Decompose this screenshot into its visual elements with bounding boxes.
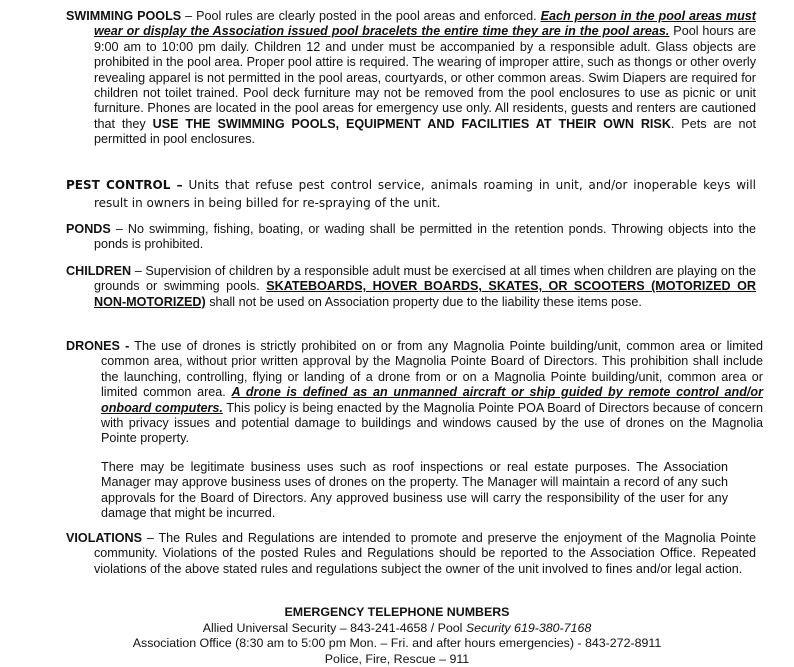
violations-heading: VIOLATIONS	[66, 531, 143, 545]
pest-body: Units that refuse pest control service, animals roaming in unit, and/or inoperable keys will result in owners in being billed for re-spraying of the unit.	[94, 178, 757, 210]
children-liability: shall not be used on Association property due to the liability these items pose.	[205, 294, 642, 309]
section-ponds	[66, 222, 756, 253]
section-children	[66, 264, 756, 310]
emergency-police-line: Police, Fire, Rescue – 911	[324, 651, 470, 666]
section-violations	[66, 531, 756, 577]
drones-definition: A drone is defined as an unmanned aircraft or ship guided by remote control and/or onboard computers.	[101, 385, 763, 415]
swimming-heading: SWIMMING POOLS	[66, 9, 182, 23]
pool-security-number: Security 619-380-7168	[465, 620, 592, 635]
drones-heading: DRONES -	[66, 339, 130, 353]
swimming-intro: – Pool rules are clearly posted in the pool areas and enforced.	[181, 9, 541, 23]
ponds-body: – No swimming, fishing, boating, or wading shall be permitted in the retention ponds. Throwing objects into the ponds is prohibited.	[94, 222, 756, 252]
pest-heading: PEST CONTROL –	[66, 178, 183, 192]
section-swimming-pools	[66, 9, 756, 148]
emergency-numbers	[0, 605, 794, 667]
section-pest-control	[66, 177, 756, 212]
security-number: Allied Universal Security – 843-241-4658 / Pool	[202, 620, 466, 635]
emergency-title: EMERGENCY TELEPHONE NUMBERS	[284, 605, 510, 619]
ponds-heading: PONDS	[66, 222, 111, 236]
children-body: – Supervision of children by a responsible adult must be exercised at all times when children are playing on the grounds or swimming pools.	[94, 264, 756, 294]
emergency-office-line: Association Office (8:30 am to 5:00 pm Mon. – Fri. and after hours emergencies) - 843-272-8911	[132, 636, 662, 651]
drones-body: The use of drones is strictly prohibited on or from any Magnolia Pointe building/unit, common area or limited common area, without prior written approval by the Magnolia Pointe Board of Directors. This prohibition shall include the launching, controlling, flying or landing of a drone from or on a Magnolia Pointe building/unit, common area or limited common area.	[101, 339, 764, 400]
emergency-security-line	[0, 621, 794, 637]
swimming-body: Pool hours are 9:00 am to 10:00 pm daily. Children 12 and under must be accompanied by a responsible adult. Glass objects are prohibited in the pool area. Proper pool attire is required. The wearing of improper attire, such as thongs or other overly revealing apparel is not permitted in the pool areas, courtyards, or other common areas. Swim Diapers are required for children not toilet trained. Pool deck furniture may not be removed from the pool enclosures to use as picnic or unit furniture. Phones are located in the pool areas for emergency use only. All residents, guests and renters are cautioned that they	[94, 24, 757, 131]
children-prohibited-items: SKATEBOARDS, HOVER BOARDS, SKATES, OR SCOOTERS (MOTORIZED OR NON-MOTORIZED)	[94, 279, 757, 309]
section-drones	[66, 339, 763, 447]
children-heading: CHILDREN	[66, 264, 132, 278]
drones-business-use: There may be legitimate business uses such as roof inspections or real estate purposes. The Association Manager may approve business uses of drones on the property. The Manager will maintain a record of any such approvals for the Board of Directors. Any approved business use will carry the responsibility of the user for any damage that might be incurred.	[101, 460, 728, 521]
swimming-bracelet-rule: Each person in the pool areas must wear or display the Association issued pool bracelets the entire time they are in the pool areas.	[94, 9, 756, 39]
swimming-risk-warning: USE THE SWIMMING POOLS, EQUIPMENT AND FACILITIES AT THEIR OWN RISK	[152, 116, 671, 131]
drones-policy: This policy is being enacted by the Magnolia Pointe POA Board of Directors because of concern with privacy issues and potential damage to buildings and windows caused by the use of drones on the Magnolia Pointe property.	[101, 400, 764, 446]
swimming-pets: . Pets are not permitted in pool enclosures.	[94, 116, 757, 147]
violations-body: – The Rules and Regulations are intended to promote and preserve the enjoyment of the Magnolia Pointe community. Violations of the posted Rules and Regulations should be reported to the Association Office. Repeated violations of the above stated rules and regulations subject the owner of the unit involved to fines and/or legal action.	[94, 531, 756, 576]
